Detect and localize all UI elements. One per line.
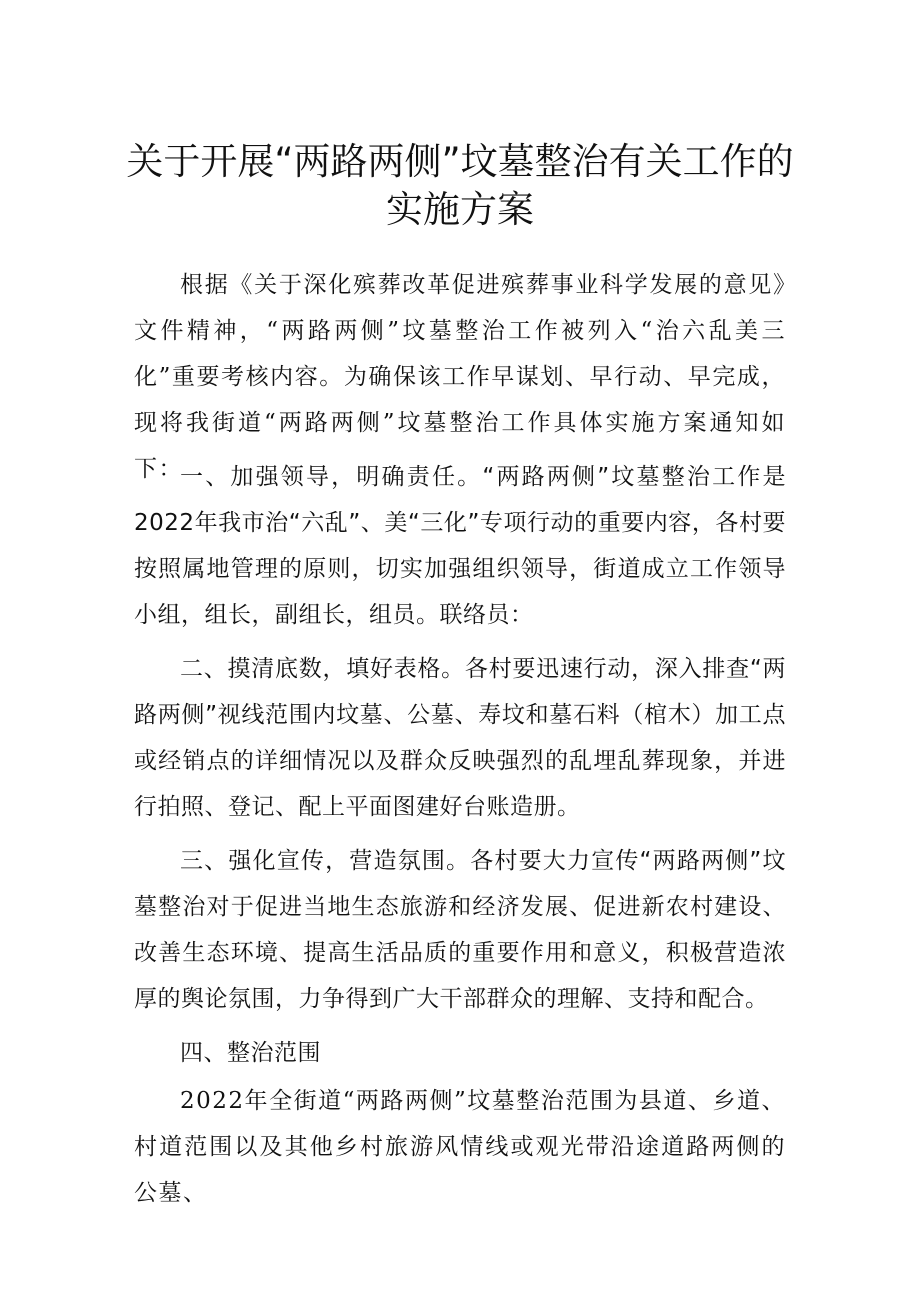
intro-paragraph: 根据《关于深化殡葬改革促进殡葬事业科学发展的意见》文件精神，“两路两侧”坟墓整治工作被列入“治六乱美三化”重要考核内容。为确保该工作早谋划、早行动、早完成，现将我街道“两路两侧”坟墓整治工作具体实施方案通知如下： <box>134 272 786 482</box>
section-4-heading: 四、整治范围 <box>180 1040 321 1066</box>
document-title-line-2: 实施方案 <box>386 188 534 231</box>
section-1-paragraph: 一、加强领导，明确责任。“两路两侧”坟墓整治工作是2022年我市治“六乱”、美“三化”专项行动的重要内容，各村要按照属地管理的原则，切实加强组织领导，街道成立工作领导小组，组长，副组长，组员。联络员： <box>134 464 786 628</box>
document-title-line-1: 关于开展“两路两侧”坟墓整治有关工作的 <box>126 140 794 183</box>
section-4-body-paragraph: 2022年全街道“两路两侧”坟墓整治范围为县道、乡道、村道范围以及其他乡村旅游风情线或观光带沿途道路两侧的公墓、 <box>134 1088 786 1206</box>
section-3-paragraph: 三、强化宣传，营造氛围。各村要大力宣传“两路两侧”坟墓整治对于促进当地生态旅游和经济发展、促进新农村建设、改善生态环境、提高生活品质的重要作用和意义，积极营造浓厚的舆论氛围，力争得到广大干部群众的理解、支持和配合。 <box>134 848 786 1012</box>
section-2-paragraph: 二、摸清底数，填好表格。各村要迅速行动，深入排查“两路两侧”视线范围内坟墓、公墓、寿坟和墓石料（棺木）加工点或经销点的详细情况以及群众反映强烈的乱埋乱葬现象，并进行拍照、登记、配上平面图建好台账造册。 <box>134 656 786 820</box>
